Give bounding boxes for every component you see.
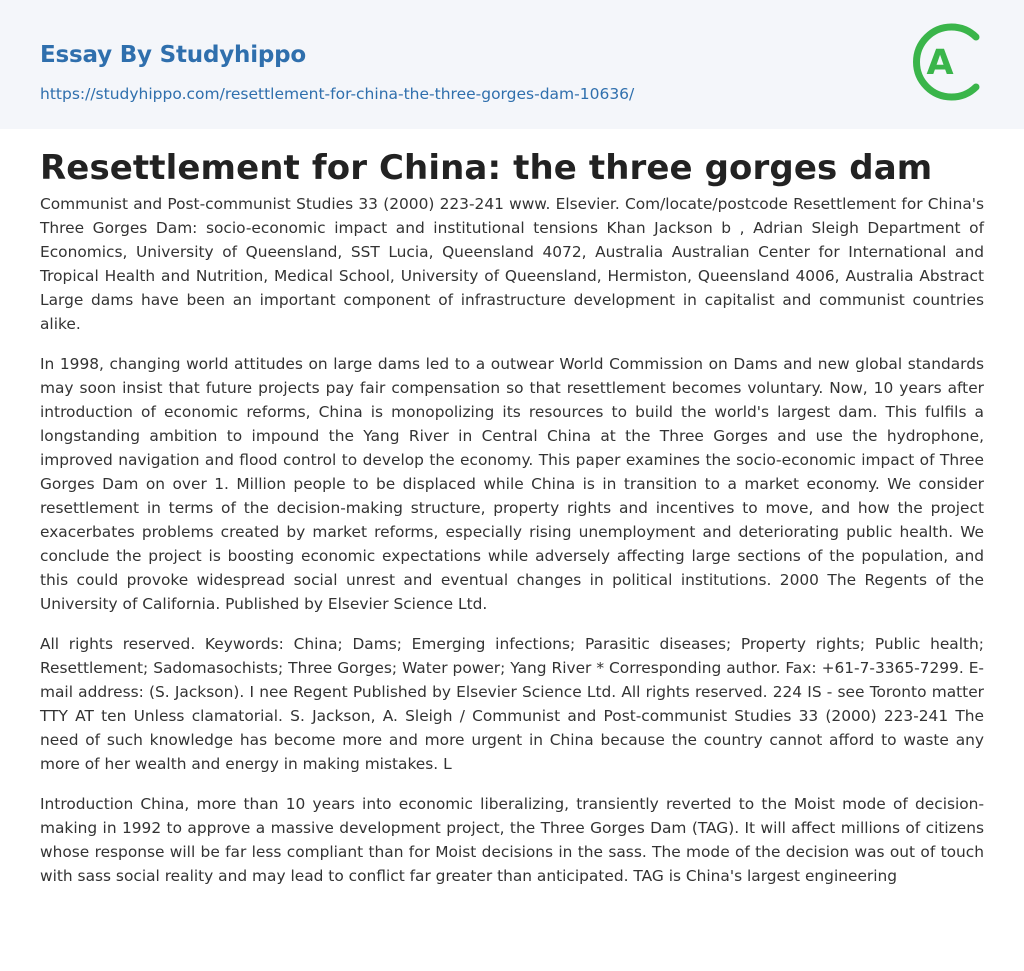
studyhippo-logo-icon[interactable]: [912, 20, 986, 104]
site-header: [0, 0, 1024, 129]
article-paragraph: Introduction China, more than 10 years into economic liberalizing, transiently reverted to the Moist mode of decision-making in 1992 to approve a massive development project, the Three Gorges Dam (TAG). It will affect millions of citizens whose response will be far less compliant than for Moist decisions in the sass. The mode of the decision was out of touch with sass social reality and may lead to conflict far greater than anticipated. TAG is China's largest engineering: [40, 795, 984, 885]
article-paragraph: All rights reserved. Keywords: China; Dams; Emerging infections; Parasitic diseases; Property rights; Public health; Resettlement; Sadomasochists; Three Gorges; Water power; Yang River * Corresponding author. Fax: +61-7-3365-7299. E-mail address: (S. Jackson). I nee Regent Published by Elsevier Science Ltd. All rights reserved. 224 IS - see Toronto matter TTY AT ten Unless clamatorial. S. Jackson, A. Sleigh / Communist and Post-communist Studies 33 (2000) 223-241 The need of such knowledge has become more and more urgent in China because the country cannot afford to waste any more of her wealth and energy in making mistakes. L: [40, 635, 984, 773]
article-title: Resettlement for China: the three gorges dam: [40, 148, 933, 188]
logo-letter: A: [926, 43, 954, 83]
brand-title[interactable]: Essay By Studyhippo: [40, 42, 307, 68]
article-paragraph: Communist and Post-communist Studies 33 (2000) 223-241 www. Elsevier. Com/locate/postcode Resettlement for China's Three Gorges Dam: socio-economic impact and institutional tensions Khan Jackson b , Adrian Sleigh Department of Economics, University of Queensland, SST Lucia, Queensland 4072, Australia Australian Center for International and Tropical Health and Nutrition, Medical School, University of Queensland, Hermiston, Queensland 4006, Australia Abstract Large dams have been an important component of infrastructure development in capitalist and communist countries alike.: [40, 195, 984, 333]
source-url-link[interactable]: https://studyhippo.com/resettlement-for-china-the-three-gorges-dam-10636/: [40, 85, 635, 103]
article-paragraph: In 1998, changing world attitudes on large dams led to a outwear World Commission on Dams and new global standards may soon insist that future projects pay fair compensation so that resettlement becomes voluntary. Now, 10 years after introduction of economic reforms, China is monopolizing its resources to build the world's largest dam. This fulfils a longstanding ambition to impound the Yang River in Central China at the Three Gorges and use the hydrophone, improved navigation and flood control to develop the economy. This paper examines the socio-economic impact of Three Gorges Dam on over 1. Million people to be displaced while China is in transition to a market economy. We consider resettlement in terms of the decision-making structure, property rights and incentives to move, and how the project exacerbates problems created by market reforms, especially rising unemployment and deteriorating public health. We conclude the project is boosting economic expectations while adversely affecting large sections of the population, and this could provoke widespread social unrest and eventual changes in political institutions. 2000 The Regents of the University of California. Published by Elsevier Science Ltd.: [40, 355, 984, 613]
article: [0, 129, 1024, 888]
